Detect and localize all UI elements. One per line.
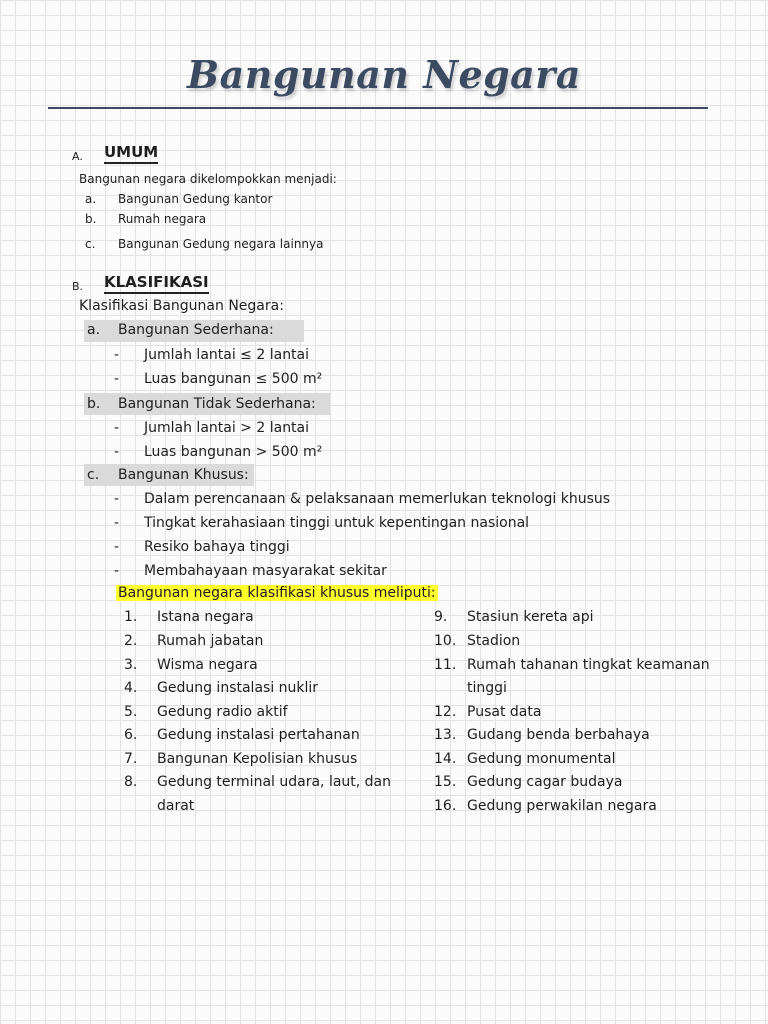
class-b-label: Bangunan Tidak Sederhana: bbox=[118, 396, 316, 412]
khusus-left-item-2: Rumah jabatan bbox=[157, 633, 264, 649]
khusus-right-item-13: Gudang benda berbahaya bbox=[467, 727, 650, 743]
khusus-left-item-7: Bangunan Kepolisian khusus bbox=[157, 751, 358, 767]
khusus-right-item-12: Pusat data bbox=[467, 704, 542, 720]
section-a-item-a: Bangunan Gedung kantor bbox=[118, 192, 273, 206]
section-b-heading bbox=[104, 273, 209, 291]
section-a-item-b-marker: b. bbox=[85, 212, 97, 226]
khusus-heading bbox=[116, 585, 438, 601]
khusus-right-num-11: 11. bbox=[434, 657, 457, 673]
class-b-point-2: Luas bangunan > 500 m² bbox=[144, 444, 323, 460]
section-a-item-a-marker: a. bbox=[85, 192, 97, 206]
khusus-right-num-16: 16. bbox=[434, 798, 457, 814]
class-a-dash-2: - bbox=[114, 371, 120, 387]
section-a-item-c-marker: c. bbox=[85, 237, 96, 251]
khusus-left-item-6: Gedung instalasi pertahanan bbox=[157, 727, 360, 743]
khusus-left-num-6: 6. bbox=[124, 727, 138, 743]
khusus-left-num-8: 8. bbox=[124, 774, 138, 790]
class-a-dash-1: - bbox=[114, 347, 120, 363]
khusus-right-item-10: Stadion bbox=[467, 633, 521, 649]
class-c-dash-3: - bbox=[114, 539, 120, 555]
khusus-right-item-15: Gedung cagar budaya bbox=[467, 774, 623, 790]
section-a-heading-text: UMUM bbox=[104, 143, 158, 164]
section-a-item-c: Bangunan Gedung negara lainnya bbox=[118, 237, 324, 251]
class-b-point-1: Jumlah lantai > 2 lantai bbox=[144, 420, 310, 436]
khusus-right-num-14: 14. bbox=[434, 751, 457, 767]
khusus-left-item-8-cont: darat bbox=[157, 798, 195, 814]
khusus-heading-text: Bangunan negara klasifikasi khusus meliputi: bbox=[118, 585, 436, 601]
class-a-point-1: Jumlah lantai ≤ 2 lantai bbox=[144, 347, 310, 363]
khusus-left-num-5: 5. bbox=[124, 704, 138, 720]
section-b-letter: B. bbox=[72, 280, 84, 293]
khusus-right-num-15: 15. bbox=[434, 774, 457, 790]
khusus-right-num-12: 12. bbox=[434, 704, 457, 720]
section-a-item-b: Rumah negara bbox=[118, 212, 207, 226]
section-a-intro: Bangunan negara dikelompokkan menjadi: bbox=[79, 172, 337, 186]
khusus-left-num-3: 3. bbox=[124, 657, 138, 673]
khusus-right-num-13: 13. bbox=[434, 727, 457, 743]
class-b-dash-1: - bbox=[114, 420, 120, 436]
section-b-heading-text: KLASIFIKASI bbox=[104, 273, 209, 294]
khusus-left-num-1: 1. bbox=[124, 609, 138, 625]
class-a-marker: a. bbox=[87, 322, 101, 338]
class-c-point-2: Tingkat kerahasiaan tinggi untuk kepentingan nasional bbox=[144, 515, 530, 531]
class-c-point-4: Membahayaan masyarakat sekitar bbox=[144, 563, 387, 579]
page-title: Bangunan Negara bbox=[187, 52, 581, 97]
class-a-point-2: Luas bangunan ≤ 500 m² bbox=[144, 371, 323, 387]
section-a-letter: A. bbox=[72, 150, 83, 163]
khusus-right-num-10: 10. bbox=[434, 633, 457, 649]
khusus-left-item-5: Gedung radio aktif bbox=[157, 704, 288, 720]
khusus-left-item-8: Gedung terminal udara, laut, dan bbox=[157, 774, 392, 790]
class-c-point-3: Resiko bahaya tinggi bbox=[144, 539, 290, 555]
khusus-left-item-3: Wisma negara bbox=[157, 657, 258, 673]
class-c-dash-2: - bbox=[114, 515, 120, 531]
khusus-left-item-1: Istana negara bbox=[157, 609, 254, 625]
class-a-label: Bangunan Sederhana: bbox=[118, 322, 274, 338]
class-c-marker: c. bbox=[87, 467, 100, 483]
class-c-point-1: Dalam perencanaan & pelaksanaan memerlukan teknologi khusus bbox=[144, 491, 611, 507]
class-c-dash-1: - bbox=[114, 491, 120, 507]
khusus-right-item-9: Stasiun kereta api bbox=[467, 609, 594, 625]
class-b-marker: b. bbox=[87, 396, 101, 412]
class-c-dash-4: - bbox=[114, 563, 120, 579]
class-c-label: Bangunan Khusus: bbox=[118, 467, 249, 483]
title-underline bbox=[48, 107, 708, 109]
khusus-left-num-4: 4. bbox=[124, 680, 138, 696]
section-b-intro: Klasifikasi Bangunan Negara: bbox=[79, 298, 284, 314]
section-a-heading bbox=[104, 143, 158, 161]
khusus-left-item-4: Gedung instalasi nuklir bbox=[157, 680, 319, 696]
khusus-right-item-14: Gedung monumental bbox=[467, 751, 616, 767]
khusus-left-num-7: 7. bbox=[124, 751, 138, 767]
khusus-left-num-2: 2. bbox=[124, 633, 138, 649]
khusus-right-item-11: Rumah tahanan tingkat keamanan bbox=[467, 657, 710, 673]
khusus-right-item-16: Gedung perwakilan negara bbox=[467, 798, 657, 814]
class-b-dash-2: - bbox=[114, 444, 120, 460]
khusus-right-num-9: 9. bbox=[434, 609, 448, 625]
khusus-right-item-11-cont: tinggi bbox=[467, 680, 507, 696]
